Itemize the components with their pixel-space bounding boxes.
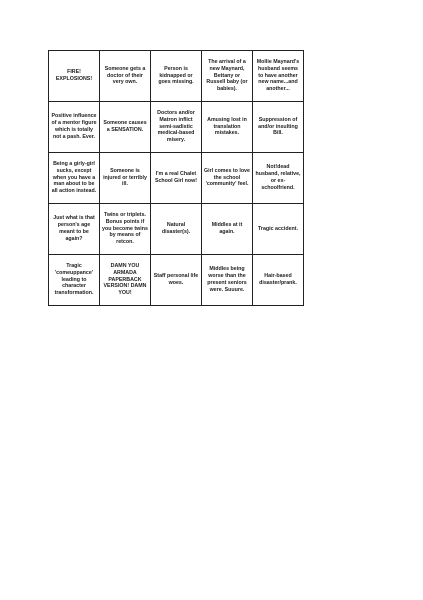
bingo-cell-text: Someone is injured or terribly ill. [103, 167, 147, 188]
bingo-cell [202, 255, 253, 306]
bingo-cell [202, 51, 253, 102]
bingo-cell-text: Person is kidnapped or goes missing. [158, 65, 194, 86]
bingo-cell [49, 102, 100, 153]
bingo-cell [253, 102, 304, 153]
bingo-cell [253, 204, 304, 255]
bingo-grid [48, 50, 304, 306]
bingo-cell-text: Natural disaster(s). [161, 222, 191, 235]
bingo-cell-text: Amusing lost in translation mistakes. [207, 116, 247, 137]
bingo-cell [151, 102, 202, 153]
bingo-cell [100, 102, 151, 153]
bingo-cell [100, 255, 151, 306]
bingo-cell [202, 204, 253, 255]
bingo-cell [100, 204, 151, 255]
bingo-cell-text: Doctors and/or Matron inflict semi-sadistic medical-based misery. [157, 110, 195, 144]
bingo-cell-text: Someone causes a SENSATION. [103, 120, 147, 133]
bingo-cell-text: FIRE! EXPLOSIONS! [55, 69, 93, 82]
bingo-cell [151, 204, 202, 255]
bingo-row [49, 204, 304, 255]
bingo-row [49, 153, 304, 204]
bingo-cell-text: Positive influence of a mentor figure which is totally not a pash. Ever. [51, 113, 97, 140]
bingo-cell [151, 255, 202, 306]
bingo-row [49, 255, 304, 306]
bingo-cell-text: Mollie Maynard's husband seems to have another new name...and another... [256, 59, 300, 93]
bingo-cell-text: Staff personal life woes. [153, 273, 199, 286]
bingo-cell-text: Suppression of and/or insulting Bill. [258, 116, 298, 137]
bingo-cell [100, 51, 151, 102]
bingo-cell [202, 153, 253, 204]
bingo-cell-text: Middles at it again. [211, 222, 243, 235]
bingo-cell [151, 51, 202, 102]
bingo-cell-text: Twins or triplets. Bonus points if you become twins by means of retcon. [102, 212, 148, 246]
bingo-cell-text: Middles being worse than the present seniors were. Suuure. [207, 266, 247, 293]
bingo-cell-text: Hair-based disaster/prank. [259, 273, 297, 286]
bingo-cell-text: Just what is that person's age meant to be again? [53, 215, 95, 242]
bingo-row [49, 102, 304, 153]
bingo-cell-text: DAMN YOU ARMADA PAPERBACK VERSION! DAMN YOU! [103, 263, 147, 297]
bingo-cell-text: Tragic 'comeuppance' leading to character transformation. [54, 263, 94, 297]
bingo-cell-text: Someone gets a doctor of their very own. [104, 65, 146, 86]
bingo-cell-text: Not!dead husband, relative, or ex-schoolfriend. [255, 164, 301, 191]
bingo-cell [202, 102, 253, 153]
bingo-cell [49, 153, 100, 204]
bingo-cell [253, 255, 304, 306]
bingo-cell [253, 153, 304, 204]
bingo-cell-text: Tragic accident. [257, 225, 299, 232]
bingo-cell [49, 255, 100, 306]
bingo-row [49, 51, 304, 102]
bingo-cell [100, 153, 151, 204]
bingo-cell-text: I'm a real Chalet School Girl now! [154, 171, 198, 184]
bingo-cell-text: The arrival of a new Maynard, Bettany or Russell baby (or babies). [206, 59, 248, 93]
bingo-cell [49, 51, 100, 102]
bingo-cell-text: Girl comes to love the school 'community' feel. [204, 167, 250, 188]
bingo-cell-text: Being a girly-girl sucks, except when you have a man about to be all action instead. [51, 161, 97, 195]
bingo-cell [49, 204, 100, 255]
bingo-cell [253, 51, 304, 102]
bingo-cell [151, 153, 202, 204]
